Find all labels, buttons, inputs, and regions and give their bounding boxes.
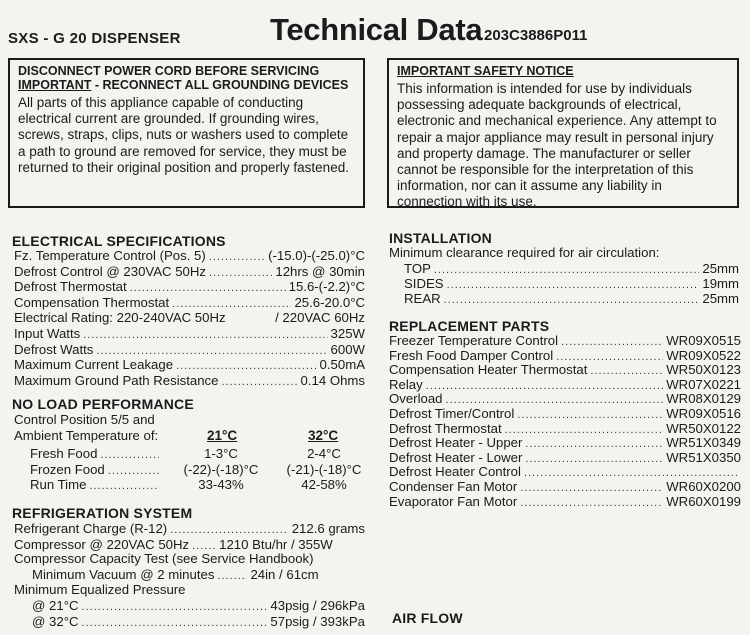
replacement-part-label: Defrost Thermostat (389, 420, 502, 436)
equalized-pressure-value: 57psig / 393kPa (270, 613, 365, 629)
no-load-21c-value: 1-3°C (204, 446, 238, 461)
replacement-part-value: WR50X0122 (666, 420, 741, 436)
replacement-part-label: Defrost Timer/Control (389, 406, 515, 421)
vacuum-row (32, 567, 365, 582)
electrical-spec-row (14, 373, 365, 388)
warning-body: All parts of this appliance capable of conducting electrical current are grounded. If grounding wires, screws, straps, clips, nuts or washers used to complete a path to ground are removed for service, they must be returned to their original position and properly fastened. (18, 95, 349, 175)
electrical-spec-row (14, 326, 365, 341)
replacement-part-value: WR09X0522 (666, 347, 741, 363)
replacement-part-row (389, 450, 741, 465)
pressure-heading: Minimum Equalized Pressure (14, 582, 186, 597)
electrical-heading: ELECTRICAL SPECIFICATIONS (12, 233, 226, 249)
no-load-heading: NO LOAD PERFORMANCE (12, 396, 194, 412)
clearance-row (404, 291, 739, 306)
replacement-part-row (389, 348, 741, 363)
electrical-spec-label: Defrost Control @ 230VAC 50Hz (14, 263, 206, 279)
no-load-32c-value: 2-4°C (307, 446, 341, 461)
compressor-label: Compressor @ 220VAC 50Hz (14, 537, 190, 552)
replacement-part-value: WR50X0123 (666, 362, 741, 378)
replacement-part-label: Condenser Fan Motor (389, 479, 518, 494)
replacement-part-row (389, 464, 741, 479)
electrical-spec-label: Defrost Thermostat (14, 279, 127, 295)
refrigerant-charge-value: 212.6 grams (291, 521, 365, 536)
electrical-spec-row (14, 264, 365, 279)
equalized-pressure-value: 43psig / 296kPa (270, 598, 365, 613)
replacement-part-value: WR08X0129 (666, 391, 741, 407)
no-load-21c-value: (-22)-(-18)°C (183, 461, 259, 477)
replacement-part-label: Defrost Heater - Upper (389, 435, 523, 451)
refrigerant-charge-row (14, 521, 365, 536)
electrical-spec-label: Maximum Ground Path Resistance (14, 372, 219, 388)
safety-heading: IMPORTANT SAFETY NOTICE (397, 64, 574, 78)
clearance-label: SIDES (404, 276, 444, 291)
electrical-spec-value: 325W (330, 326, 365, 341)
electrical-spec-row (14, 342, 365, 357)
no-load-label: Run Time (30, 477, 87, 492)
no-load-32c-value: 42-58% (301, 477, 347, 492)
electrical-spec-value: 12hrs @ 30min (275, 263, 365, 279)
no-load-row (30, 462, 162, 477)
clearance-value: 25mm (702, 291, 739, 306)
vacuum-label: Minimum Vacuum @ 2 minutes (32, 567, 215, 582)
document-code: 203C3886P011 (484, 27, 588, 44)
replacement-part-label: Freezer Temperature Control (389, 333, 559, 348)
replacement-part-value: WR51X0349 (666, 435, 741, 451)
replacement-part-label: Fresh Food Damper Control (389, 347, 554, 363)
warning-line-2-text: - RECONNECT ALL GROUNDING DEVICES (91, 78, 349, 92)
replacement-part-row (389, 362, 741, 377)
refrigerant-charge-label: Refrigerant Charge (R-12) (14, 521, 168, 536)
no-load-32c-value: (-21)-(-18)°C (286, 461, 362, 477)
replacement-part-row (389, 391, 741, 406)
safety-body: This information is intended for use by individuals possessing adequate backgrounds of electrical, electronic and mechanical experience. Any attempt to repair a major appliance may result in personal injury and property damage. The manufacturer or seller cannot be responsible for the interpretation of this information, nor can it assume any liability in connection with its use. (397, 81, 717, 210)
replacement-part-row (389, 435, 741, 450)
electrical-spec-row (14, 357, 365, 372)
safety-notice-box (387, 58, 739, 208)
no-load-label: Fresh Food (30, 446, 98, 461)
ambient-21-header: 21°C (207, 428, 238, 443)
refrigeration-heading: REFRIGERATION SYSTEM (12, 505, 193, 521)
replacement-part-label: Defrost Heater Control (389, 464, 521, 480)
clearance-label: TOP (404, 261, 431, 276)
electrical-spec-row (14, 295, 365, 310)
ambient-32-header: 32°C (308, 428, 339, 443)
replacement-part-label: Relay (389, 376, 423, 392)
electrical-spec-value: / 220VAC 60Hz (275, 310, 365, 326)
electrical-spec-value: 25.6-20.0°C (294, 294, 365, 310)
compressor-row (14, 537, 365, 552)
replacement-part-label: Defrost Heater - Lower (389, 449, 523, 465)
warning-line-1: DISCONNECT POWER CORD BEFORE SERVICING (18, 64, 320, 78)
electrical-spec-row (14, 279, 365, 294)
replacement-part-value: WR07X0221 (666, 376, 741, 392)
electrical-spec-label: Fz. Temperature Control (Pos. 5) (14, 248, 206, 263)
no-load-line-1: Control Position 5/5 and (14, 412, 155, 427)
replacement-part-row (389, 494, 741, 509)
replacement-part-row (389, 406, 741, 421)
equalized-pressure-row (32, 614, 365, 629)
replacement-heading: REPLACEMENT PARTS (389, 318, 550, 334)
compressor-value: 1210 Btu/hr / 355W (219, 537, 333, 552)
replacement-part-value: WR60X0199 (666, 493, 741, 509)
replacement-part-row (389, 333, 741, 348)
electrical-spec-value: 0.14 Ohms (300, 372, 365, 388)
electrical-spec-label: Defrost Watts (14, 341, 94, 357)
equalized-pressure-label: @ 32°C (32, 613, 79, 629)
replacement-part-value: WR60X0200 (666, 479, 741, 494)
equalized-pressure-label: @ 21°C (32, 598, 79, 613)
clearance-value: 25mm (702, 261, 739, 276)
vacuum-value: 24in / 61cm (250, 567, 319, 582)
replacement-part-row (389, 377, 741, 392)
replacement-part-value: WR51X0350 (666, 449, 741, 465)
replacement-part-row (389, 479, 741, 494)
clearance-row (404, 261, 739, 276)
electrical-spec-value: (-15.0)-(-25.0)°C (268, 248, 365, 263)
electrical-spec-value: 15.6-(-2.2)°C (288, 279, 365, 295)
warning-important-label: IMPORTANT (18, 78, 92, 92)
electrical-spec-value: 600W (330, 341, 365, 357)
warning-line-2 (18, 78, 355, 92)
replacement-part-label: Evaporator Fan Motor (389, 493, 518, 509)
model-name: SXS - G 20 DISPENSER (8, 30, 181, 47)
no-load-line-2: Ambient Temperature of: (14, 428, 159, 443)
page-title: Technical Data (270, 12, 483, 47)
electrical-spec-label: Compensation Thermostat (14, 294, 170, 310)
air-flow-heading: AIR FLOW (392, 610, 463, 626)
replacement-part-value: WR09X0516 (666, 406, 741, 421)
replacement-part-label: Overload (389, 391, 443, 407)
electrical-spec-label: Electrical Rating: 220-240VAC 50Hz (14, 310, 226, 326)
replacement-part-value: WR09X0515 (666, 333, 741, 348)
clearance-value: 19mm (702, 276, 739, 291)
grounding-warning-box (8, 58, 365, 208)
electrical-spec-label: Maximum Current Leakage (14, 357, 174, 373)
electrical-spec-row (14, 310, 365, 325)
no-load-label: Frozen Food (30, 461, 105, 477)
equalized-pressure-row (32, 598, 365, 613)
electrical-spec-row (14, 248, 365, 263)
replacement-part-row (389, 421, 741, 436)
clearance-label: REAR (404, 291, 441, 306)
electrical-spec-label: Input Watts (14, 326, 81, 341)
replacement-part-label: Compensation Heater Thermostat (389, 362, 588, 378)
installation-heading: INSTALLATION (389, 230, 492, 246)
no-load-21c-value: 33-43% (198, 477, 244, 492)
capacity-test-line: Compressor Capacity Test (see Service Handbook) (14, 551, 314, 566)
electrical-spec-value: 0.50mA (319, 357, 365, 373)
clearance-row (404, 276, 739, 291)
no-load-row (30, 446, 162, 461)
installation-intro: Minimum clearance required for air circulation: (389, 245, 660, 260)
no-load-row (30, 477, 162, 492)
